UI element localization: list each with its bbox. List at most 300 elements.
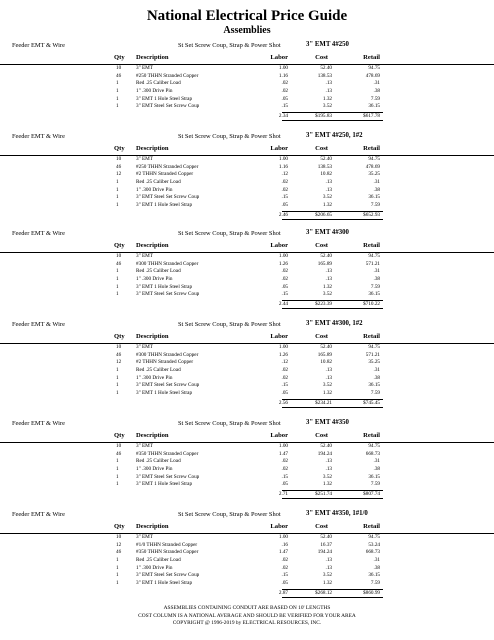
section-category: Feeder EMT & Wire xyxy=(12,133,65,140)
column-header-qty: Qty xyxy=(114,145,125,152)
section-code: 3" EMT 4#350 xyxy=(306,419,349,426)
row-retail: 35.25 xyxy=(368,171,380,178)
column-header-cost: Cost xyxy=(315,145,328,152)
column-header-labor: Labor xyxy=(270,333,288,340)
row-labor: .02 xyxy=(281,276,288,283)
row-qty: 1 xyxy=(116,88,119,95)
row-qty: 46 xyxy=(116,450,122,457)
row-labor: 1.00 xyxy=(278,443,288,449)
assembly-section xyxy=(0,418,494,499)
row-labor: .02 xyxy=(281,564,288,571)
row-labor: .15 xyxy=(281,194,288,201)
table-row xyxy=(0,171,494,179)
row-qty: 46 xyxy=(116,351,122,358)
row-retail: 35.25 xyxy=(368,359,380,366)
table-row xyxy=(0,572,494,580)
total-row xyxy=(0,299,494,309)
section-header xyxy=(0,319,494,331)
row-cost: 165.89 xyxy=(317,260,332,267)
row-cost: 1.32 xyxy=(322,95,332,102)
total-retail: $860.99 xyxy=(363,589,380,596)
row-description: #300 THHN Stranded Copper xyxy=(136,351,199,358)
total-retail: $652.93 xyxy=(363,211,380,218)
row-cost: .13 xyxy=(325,367,332,374)
section-assembly: St Set Screw Coup, Strap & Power Shot xyxy=(178,420,281,427)
row-retail: 478.69 xyxy=(365,72,380,79)
row-retail: 7.59 xyxy=(370,202,380,209)
row-qty: 1 xyxy=(116,473,119,480)
assembly-section xyxy=(0,40,494,121)
row-qty: 1 xyxy=(116,179,119,186)
row-qty: 46 xyxy=(116,72,122,79)
row-labor: .15 xyxy=(281,473,288,480)
row-labor: 1.00 xyxy=(278,65,288,71)
table-row xyxy=(0,65,494,73)
row-description: 3" EMT Steel Set Screw Coup xyxy=(136,572,200,579)
table-row xyxy=(0,88,494,96)
row-cost: 194.24 xyxy=(317,549,332,556)
row-qty: 1 xyxy=(116,557,119,564)
column-header-retail: Retail xyxy=(363,242,380,249)
row-qty: 1 xyxy=(116,382,119,389)
row-qty: 1 xyxy=(116,580,119,587)
total-row xyxy=(0,398,494,408)
section-code: 3" EMT 4#350, 1#1/0 xyxy=(306,510,368,517)
table-row xyxy=(0,474,494,482)
total-retail: $617.78 xyxy=(363,113,380,120)
row-retail: 571.21 xyxy=(365,351,380,358)
total-labor: 2.87 xyxy=(278,589,288,596)
row-qty: 10 xyxy=(116,253,122,259)
row-description: 3" EMT 1 Hole Steel Strap xyxy=(136,481,193,488)
total-cost: $206.65 xyxy=(315,211,332,218)
section-assembly: St Set Screw Coup, Strap & Power Shot xyxy=(178,511,281,518)
assembly-section xyxy=(0,509,494,598)
row-labor: .02 xyxy=(281,466,288,473)
column-header-cost: Cost xyxy=(315,54,328,61)
table-row xyxy=(0,375,494,383)
row-labor: .02 xyxy=(281,557,288,564)
section-code: 3" EMT 4#250 xyxy=(306,41,349,48)
row-labor: .02 xyxy=(281,458,288,465)
row-retail: 94.75 xyxy=(368,443,380,449)
row-qty: 10 xyxy=(116,534,122,540)
row-description: 3" EMT xyxy=(136,253,153,259)
column-header-description: Description xyxy=(136,242,169,249)
column-header-qty: Qty xyxy=(114,523,125,530)
row-labor: .15 xyxy=(281,103,288,110)
column-header-retail: Retail xyxy=(363,333,380,340)
table-row xyxy=(0,443,494,451)
row-cost: .13 xyxy=(325,80,332,87)
row-qty: 1 xyxy=(116,291,119,298)
table-row xyxy=(0,466,494,474)
footer-line: ASSEMBLIES CONTAINING CONDUIT ARE BASED ON 10' LENGTHS xyxy=(163,605,331,611)
row-qty: 1 xyxy=(116,390,119,397)
row-labor: 1.26 xyxy=(278,260,288,267)
section-category: Feeder EMT & Wire xyxy=(12,42,65,49)
row-qty: 1 xyxy=(116,572,119,579)
row-cost: 138.53 xyxy=(317,163,332,170)
section-code: 3" EMT 4#300, 1#2 xyxy=(306,320,363,327)
row-description: #1/0 THHN Stranded Copper xyxy=(136,541,198,548)
row-retail: 94.75 xyxy=(368,65,380,71)
row-cost: 52.40 xyxy=(320,253,332,259)
row-qty: 10 xyxy=(116,344,122,350)
row-description: Red .25 Caliber Load xyxy=(136,268,181,275)
table-row xyxy=(0,481,494,489)
row-qty: 1 xyxy=(116,276,119,283)
table-header xyxy=(0,240,494,253)
row-description: Red .25 Caliber Load xyxy=(136,557,181,564)
total-labor: 2.44 xyxy=(278,301,288,308)
section-code: 3" EMT 4#300 xyxy=(306,229,349,236)
row-retail: 7.59 xyxy=(370,390,380,397)
row-qty: 1 xyxy=(116,466,119,473)
row-cost: .13 xyxy=(325,268,332,275)
row-qty: 1 xyxy=(116,186,119,193)
total-labor: 2.34 xyxy=(278,113,288,120)
row-cost: 1.32 xyxy=(322,580,332,587)
row-cost: 52.40 xyxy=(320,534,332,540)
row-retail: 668.73 xyxy=(365,450,380,457)
row-qty: 1 xyxy=(116,367,119,374)
row-description: 3" EMT Steel Set Screw Coup xyxy=(136,382,200,389)
assembly-section xyxy=(0,319,494,408)
row-cost: 52.40 xyxy=(320,65,332,71)
table-header xyxy=(0,430,494,443)
row-labor: 1.26 xyxy=(278,351,288,358)
column-header-labor: Labor xyxy=(270,54,288,61)
row-retail: 7.59 xyxy=(370,95,380,102)
row-description: #250 THHN Stranded Copper xyxy=(136,72,199,79)
table-row xyxy=(0,390,494,398)
row-qty: 46 xyxy=(116,549,122,556)
table-header xyxy=(0,331,494,344)
row-cost: .13 xyxy=(325,458,332,465)
row-labor: .05 xyxy=(281,202,288,209)
row-qty: 12 xyxy=(116,541,122,548)
table-row xyxy=(0,557,494,565)
row-description: 3" EMT 1 Hole Steel Strap xyxy=(136,580,193,587)
row-description: 1" .300 Drive Pin xyxy=(136,466,173,473)
total-cost: $268.12 xyxy=(315,589,332,596)
row-cost: .13 xyxy=(325,557,332,564)
table-row xyxy=(0,156,494,164)
row-description: 3" EMT xyxy=(136,65,153,71)
row-qty: 12 xyxy=(116,171,122,178)
table-row xyxy=(0,534,494,542)
row-description: #2 THHN Stranded Copper xyxy=(136,359,194,366)
row-labor: 1.47 xyxy=(278,450,288,457)
table-row xyxy=(0,451,494,459)
row-labor: .16 xyxy=(281,541,288,548)
row-qty: 1 xyxy=(116,374,119,381)
row-description: #250 THHN Stranded Copper xyxy=(136,163,199,170)
page-subtitle: Assemblies xyxy=(223,25,271,36)
section-header xyxy=(0,228,494,240)
column-header-qty: Qty xyxy=(114,432,125,439)
row-labor: .15 xyxy=(281,291,288,298)
row-qty: 1 xyxy=(116,564,119,571)
row-description: 3" EMT 1 Hole Steel Strap xyxy=(136,283,193,290)
table-row xyxy=(0,352,494,360)
total-labor: 2.46 xyxy=(278,211,288,218)
row-labor: .05 xyxy=(281,390,288,397)
table-row xyxy=(0,268,494,276)
row-cost: 3.52 xyxy=(322,473,332,480)
table-row xyxy=(0,187,494,195)
table-row xyxy=(0,179,494,187)
total-row xyxy=(0,210,494,220)
row-description: 3" EMT 1 Hole Steel Strap xyxy=(136,95,193,102)
row-retail: .38 xyxy=(373,466,380,473)
row-description: #2 THHN Stranded Copper xyxy=(136,171,194,178)
row-cost: .13 xyxy=(325,88,332,95)
row-description: 3" EMT 1 Hole Steel Strap xyxy=(136,202,193,209)
row-retail: .38 xyxy=(373,276,380,283)
row-description: #350 THHN Stranded Copper xyxy=(136,549,199,556)
row-description: 3" EMT 1 Hole Steel Strap xyxy=(136,390,193,397)
row-cost: 194.24 xyxy=(317,450,332,457)
row-retail: 36.15 xyxy=(368,194,380,201)
row-cost: 1.32 xyxy=(322,202,332,209)
row-retail: 94.75 xyxy=(368,534,380,540)
row-qty: 10 xyxy=(116,65,122,71)
row-retail: .31 xyxy=(373,80,380,87)
row-qty: 1 xyxy=(116,80,119,87)
row-description: 3" EMT Steel Set Screw Coup xyxy=(136,473,200,480)
column-header-qty: Qty xyxy=(114,54,125,61)
page-title: National Electrical Price Guide xyxy=(146,8,348,24)
row-retail: .31 xyxy=(373,268,380,275)
section-header xyxy=(0,418,494,430)
column-header-cost: Cost xyxy=(315,242,328,249)
row-retail: 36.15 xyxy=(368,103,380,110)
row-cost: .13 xyxy=(325,564,332,571)
row-retail: 478.69 xyxy=(365,163,380,170)
row-description: Red .25 Caliber Load xyxy=(136,179,181,186)
section-assembly: St Set Screw Coup, Strap & Power Shot xyxy=(178,133,281,140)
column-header-labor: Labor xyxy=(270,242,288,249)
total-cost: $251.74 xyxy=(315,491,332,498)
row-cost: 165.89 xyxy=(317,351,332,358)
total-cost: $223.39 xyxy=(315,301,332,308)
row-qty: 1 xyxy=(116,268,119,275)
row-description: #300 THHN Stranded Copper xyxy=(136,260,199,267)
row-labor: .05 xyxy=(281,481,288,488)
table-row xyxy=(0,367,494,375)
table-row xyxy=(0,202,494,210)
row-labor: .05 xyxy=(281,580,288,587)
row-qty: 46 xyxy=(116,163,122,170)
row-retail: 94.75 xyxy=(368,253,380,259)
total-row xyxy=(0,489,494,499)
row-labor: 1.47 xyxy=(278,549,288,556)
table-row xyxy=(0,253,494,261)
column-header-cost: Cost xyxy=(315,432,328,439)
row-retail: 7.59 xyxy=(370,481,380,488)
row-description: 3" EMT Steel Set Screw Coup xyxy=(136,194,200,201)
row-description: 1" .300 Drive Pin xyxy=(136,374,173,381)
row-cost: 3.52 xyxy=(322,291,332,298)
table-row xyxy=(0,80,494,88)
row-labor: .12 xyxy=(281,359,288,366)
column-header-retail: Retail xyxy=(363,145,380,152)
total-row xyxy=(0,111,494,121)
row-description: 3" EMT xyxy=(136,344,153,350)
row-retail: .31 xyxy=(373,557,380,564)
column-header-retail: Retail xyxy=(363,432,380,439)
table-row xyxy=(0,194,494,202)
table-row xyxy=(0,382,494,390)
row-description: 3" EMT xyxy=(136,156,153,162)
column-header-retail: Retail xyxy=(363,523,380,530)
row-cost: 52.40 xyxy=(320,443,332,449)
column-header-cost: Cost xyxy=(315,333,328,340)
table-row xyxy=(0,359,494,367)
row-labor: .05 xyxy=(281,95,288,102)
row-description: Red .25 Caliber Load xyxy=(136,80,181,87)
row-qty: 1 xyxy=(116,458,119,465)
row-description: 3" EMT xyxy=(136,443,153,449)
table-row xyxy=(0,344,494,352)
table-row xyxy=(0,549,494,557)
row-labor: .02 xyxy=(281,186,288,193)
assembly-section xyxy=(0,228,494,309)
row-labor: .05 xyxy=(281,283,288,290)
row-description: 1" .300 Drive Pin xyxy=(136,88,173,95)
row-retail: 36.15 xyxy=(368,291,380,298)
row-description: 3" EMT Steel Set Screw Coup xyxy=(136,291,200,298)
row-labor: .15 xyxy=(281,572,288,579)
row-cost: 52.40 xyxy=(320,156,332,162)
row-qty: 1 xyxy=(116,202,119,209)
page-footer xyxy=(0,605,494,628)
row-labor: 1.16 xyxy=(278,72,288,79)
row-retail: .38 xyxy=(373,186,380,193)
row-qty: 12 xyxy=(116,359,122,366)
row-labor: 1.16 xyxy=(278,163,288,170)
row-labor: .02 xyxy=(281,179,288,186)
row-labor: 1.00 xyxy=(278,534,288,540)
total-cost: $234.21 xyxy=(315,399,332,406)
row-retail: 36.15 xyxy=(368,473,380,480)
section-category: Feeder EMT & Wire xyxy=(12,321,65,328)
table-row xyxy=(0,96,494,104)
column-header-description: Description xyxy=(136,432,169,439)
row-labor: .02 xyxy=(281,367,288,374)
total-row xyxy=(0,588,494,598)
row-labor: 1.00 xyxy=(278,253,288,259)
row-retail: 36.15 xyxy=(368,572,380,579)
section-category: Feeder EMT & Wire xyxy=(12,511,65,518)
row-cost: 1.32 xyxy=(322,390,332,397)
row-cost: 3.52 xyxy=(322,382,332,389)
table-row xyxy=(0,458,494,466)
table-row xyxy=(0,73,494,81)
row-cost: 1.32 xyxy=(322,283,332,290)
row-description: 3" EMT Steel Set Screw Coup xyxy=(136,103,200,110)
row-labor: .02 xyxy=(281,374,288,381)
row-cost: .13 xyxy=(325,179,332,186)
table-row xyxy=(0,103,494,111)
row-cost: 3.52 xyxy=(322,103,332,110)
row-cost: 10.82 xyxy=(320,171,332,178)
row-retail: 36.15 xyxy=(368,382,380,389)
section-header xyxy=(0,509,494,521)
row-labor: 1.00 xyxy=(278,156,288,162)
row-retail: 571.21 xyxy=(365,260,380,267)
row-retail: 53.24 xyxy=(368,541,380,548)
assembly-section xyxy=(0,131,494,220)
row-retail: 94.75 xyxy=(368,344,380,350)
row-labor: .02 xyxy=(281,80,288,87)
row-labor: .02 xyxy=(281,268,288,275)
row-cost: 16.37 xyxy=(320,541,332,548)
column-header-description: Description xyxy=(136,523,169,530)
row-qty: 1 xyxy=(116,481,119,488)
column-header-labor: Labor xyxy=(270,145,288,152)
row-description: 1" .300 Drive Pin xyxy=(136,564,173,571)
row-retail: .38 xyxy=(373,88,380,95)
row-labor: .02 xyxy=(281,88,288,95)
row-labor: 1.00 xyxy=(278,344,288,350)
row-qty: 1 xyxy=(116,283,119,290)
row-cost: 52.40 xyxy=(320,344,332,350)
row-qty: 1 xyxy=(116,95,119,102)
section-assembly: St Set Screw Coup, Strap & Power Shot xyxy=(178,42,281,49)
row-description: #350 THHN Stranded Copper xyxy=(136,450,199,457)
column-header-cost: Cost xyxy=(315,523,328,530)
column-header-labor: Labor xyxy=(270,523,288,530)
row-retail: 7.59 xyxy=(370,283,380,290)
row-retail: .31 xyxy=(373,179,380,186)
row-cost: .13 xyxy=(325,466,332,473)
column-header-description: Description xyxy=(136,145,169,152)
section-category: Feeder EMT & Wire xyxy=(12,230,65,237)
total-cost: $195.83 xyxy=(315,113,332,120)
column-header-description: Description xyxy=(136,54,169,61)
section-header xyxy=(0,131,494,143)
row-cost: 1.32 xyxy=(322,481,332,488)
section-assembly: St Set Screw Coup, Strap & Power Shot xyxy=(178,230,281,237)
section-category: Feeder EMT & Wire xyxy=(12,420,65,427)
section-assembly: St Set Screw Coup, Strap & Power Shot xyxy=(178,321,281,328)
row-cost: 3.52 xyxy=(322,194,332,201)
table-row xyxy=(0,565,494,573)
row-retail: .38 xyxy=(373,374,380,381)
row-description: Red .25 Caliber Load xyxy=(136,458,181,465)
row-cost: 138.53 xyxy=(317,72,332,79)
row-description: Red .25 Caliber Load xyxy=(136,367,181,374)
column-header-retail: Retail xyxy=(363,54,380,61)
column-header-qty: Qty xyxy=(114,242,125,249)
table-header xyxy=(0,52,494,65)
total-retail: $807.74 xyxy=(363,491,380,498)
row-retail: 7.59 xyxy=(370,580,380,587)
row-retail: 668.73 xyxy=(365,549,380,556)
section-header xyxy=(0,40,494,52)
column-header-qty: Qty xyxy=(114,333,125,340)
row-labor: .12 xyxy=(281,171,288,178)
row-qty: 1 xyxy=(116,194,119,201)
row-cost: 3.52 xyxy=(322,572,332,579)
total-labor: 2.71 xyxy=(278,491,288,498)
row-qty: 1 xyxy=(116,103,119,110)
table-header xyxy=(0,521,494,534)
row-cost: .13 xyxy=(325,186,332,193)
